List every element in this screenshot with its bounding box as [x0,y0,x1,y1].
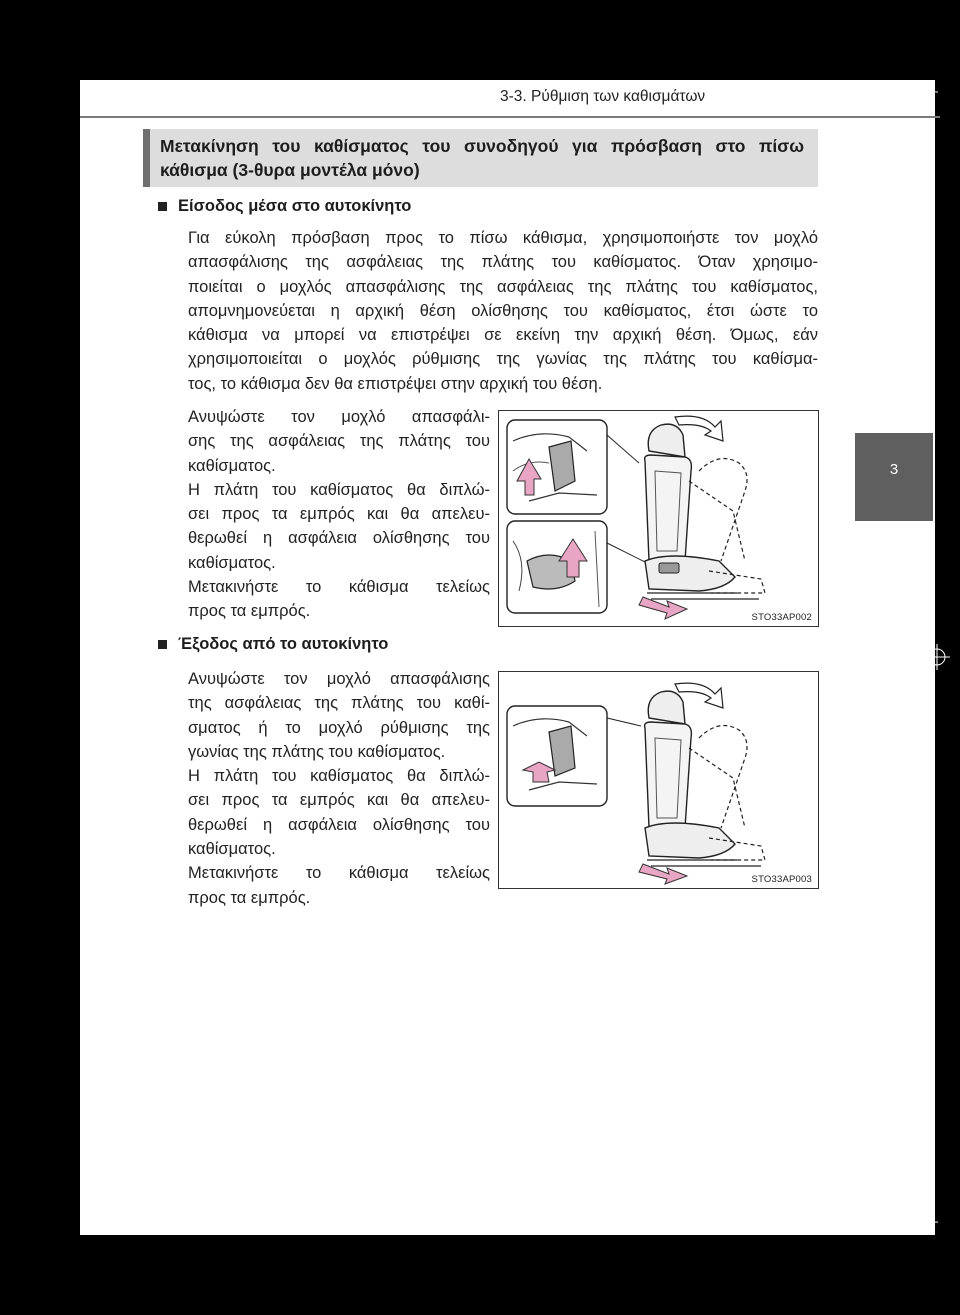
registration-mark-icon [922,78,940,96]
text-line: γωνίας της πλάτης του καθίσματος. [188,742,446,761]
section-title-word: Μετακίνηση [160,136,259,156]
running-head [80,80,935,118]
text-line: τος, το κάθισμα δεν θα επιστρέψει στην αρχική του θέση. [188,374,603,393]
exit-figure [498,671,819,889]
text-line: Για εύκολη πρόσβαση προς το πίσω κάθισμα, χρησιμοποιήστε τον μοχλό [188,229,818,247]
section-title-word: του [272,136,301,156]
seat-fold-forward-illustration [499,672,820,890]
entry-figure [498,410,819,627]
section-title-word: του [422,136,451,156]
manual-page [80,80,935,1235]
section-title-word: πρόσβαση [610,136,702,156]
running-head-rule [80,116,940,118]
text-line: καθίσματος. [188,553,276,572]
entry-heading [158,197,411,216]
text-line: Μετακινήστε το κάθισμα τελείως [188,578,490,597]
text-line: Ανυψώστε τον μοχλό απασφάλι- [188,408,490,426]
seat-fold-forward-illustration [499,411,820,628]
text-line: σματος ή το μοχλό ρύθμισης της [188,718,490,737]
section-title [143,129,818,187]
text-line: καθίσματος. [188,456,276,475]
entry-steps [188,405,490,624]
section-title-line2: κάθισμα (3-θυρα μοντέλα μόνο) [160,160,420,180]
section-title-word: στο [715,136,746,156]
chapter-number: 3 [889,461,899,478]
text-line: της ασφάλειας της πλάτης του καθί- [188,694,490,713]
text-line: θερωθεί η ασφάλεια ολίσθησης του [188,529,490,548]
text-line: σης της ασφάλειας της πλάτης του [188,432,490,451]
text-line: σει προς τα εμπρός και θα απελευ- [188,505,490,524]
chapter-label [873,522,917,792]
text-line: προς τα εμπρός. [188,888,311,907]
text-line: Η πλάτη του καθίσματος θα διπλώ- [188,480,490,499]
section-title-word: συνοδηγού [464,136,559,156]
text-line: Ανυψώστε τον μοχλό απασφάλισης [188,670,490,688]
figure-code: STO33AP002 [751,612,812,623]
text-line: Μετακινήστε το κάθισμα τελείως [188,864,490,883]
figure-code: STO33AP003 [751,874,812,885]
text-line: θερωθεί η ασφάλεια ολίσθησης του [188,815,490,834]
chapter-tab [855,433,933,521]
section-title-word: για [572,136,598,156]
exit-steps [188,667,490,910]
bullet-square-icon [158,640,167,649]
text-line: χρησιμοποιείται ο μοχλός ρύθμισης της γωνίας της πλάτης του καθίσμα- [188,350,818,369]
exit-heading [158,635,388,654]
text-line: απασφάλισης της ασφάλειας της πλάτης του καθίσματος. Όταν χρησιμο- [188,253,818,272]
bullet-square-icon [158,202,167,211]
section-title-word: καθίσματος [313,136,409,156]
section-title-line1 [160,134,804,158]
registration-mark-icon [922,1218,940,1236]
text-line: προς τα εμπρός. [188,602,311,621]
running-head-text: 3-3. Ρύθμιση των καθισμάτων [500,88,706,105]
entry-heading-text: Είσοδος μέσα στο αυτοκίνητο [178,197,412,215]
text-line: Η πλάτη του καθίσματος θα διπλώ- [188,767,490,786]
chapter-label-text: Λειτουργία καθενός εξαρτήματος [887,552,903,762]
text-line: απομνημονεύεται η αρχική θέση ολίσθησης του καθίσματος, έτσι ώστε το [188,301,818,320]
text-line: σει προς τα εμπρός και θα απελευ- [188,791,490,810]
text-line: καθίσματος. [188,840,276,859]
registration-mark-icon [924,644,950,670]
text-line: κάθισμα να μπορεί να επιστρέψει σε εκείνη την αρχική θέση. Όμως, εάν [188,326,818,345]
exit-heading-text: Έξοδος από το αυτοκίνητο [178,635,389,653]
entry-intro-paragraph [188,226,818,396]
section-title-word: πίσω [758,136,804,156]
text-line: ποιείται ο μοχλός απασφάλισης της ασφάλειας της πλάτης του καθίσματος, [188,277,818,296]
